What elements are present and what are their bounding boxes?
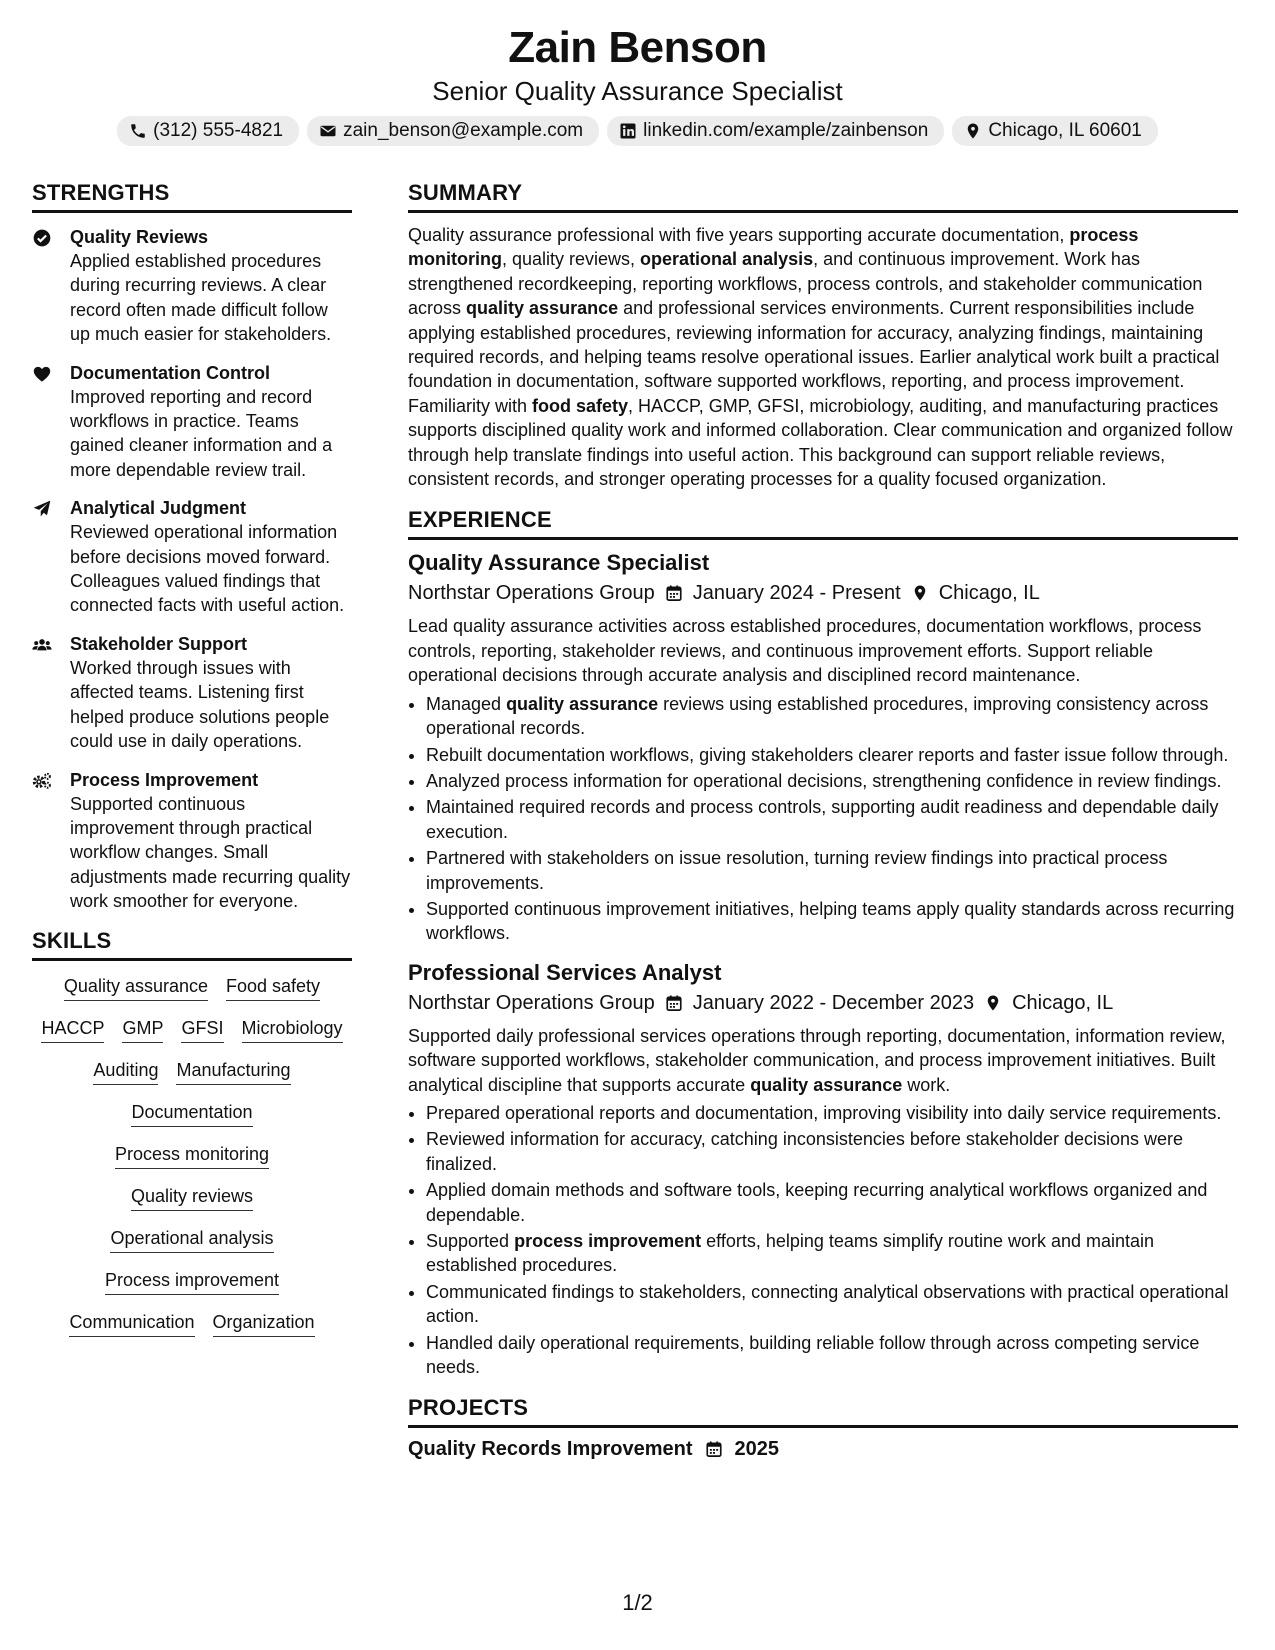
left-column bbox=[32, 180, 352, 1353]
skill-tag: Operational analysis bbox=[110, 1227, 273, 1253]
skill-row bbox=[32, 1143, 352, 1169]
linkedin-icon bbox=[619, 122, 637, 140]
strength-item bbox=[32, 632, 352, 754]
contact-linkedin[interactable] bbox=[607, 116, 944, 146]
skill-tag: Manufacturing bbox=[176, 1059, 290, 1085]
calendar-icon bbox=[665, 584, 683, 602]
strength-desc: Supported continuous improvement through practical workflow changes. Small adjustments made recurring quality work smoother for everyone. bbox=[70, 793, 351, 912]
job-entry bbox=[408, 958, 1238, 1380]
skill-row bbox=[32, 1017, 352, 1043]
job-location: Chicago, IL bbox=[938, 582, 1040, 605]
skill-row bbox=[32, 1269, 352, 1295]
job-entry bbox=[408, 548, 1238, 945]
job-company: Northstar Operations Group bbox=[408, 582, 655, 605]
skills-list bbox=[32, 975, 352, 1337]
phone-icon bbox=[129, 122, 147, 140]
job-bullet: • Analyzed process information for operational decisions, strengthening confidence in review findings. bbox=[426, 769, 1238, 793]
job-dates: January 2024 - Present bbox=[692, 582, 901, 605]
job-bullets bbox=[408, 692, 1238, 946]
summary-text: Quality assurance professional with five years supporting accurate documentation, process monitoring, quality reviews, operational analysis, and continuous improvement. Work has strengthened recordkeeping, reporting workflows, process controls, and stakeholder communication across quality assurance and professional services environments. Current responsibilities include applying established procedures, reviewing information for accuracy, analyzing findings, maintaining required records, and helping teams resolve operational issues. Earlier analytical work built a practical foundation in documentation, software supported workflows, reporting, and process improvement. Familiarity with food safety, HACCP, GMP, GFSI, microbiology, auditing, and manufacturing practices supports disciplined quality work and informed collaboration. Clear communication and organized follow through help translate findings into useful action. This background can support reliable reviews, consistent records, and stronger operating processes for a quality focused organization. bbox=[408, 225, 1233, 490]
candidate-name: Zain Benson bbox=[508, 23, 767, 72]
right-column bbox=[408, 180, 1238, 1464]
check-circle-icon bbox=[32, 228, 52, 248]
skill-tag: Communication bbox=[69, 1311, 194, 1337]
skill-row bbox=[32, 975, 352, 1001]
skill-tag: Organization bbox=[213, 1311, 315, 1337]
strength-item bbox=[32, 768, 352, 914]
project-year: 2025 bbox=[734, 1438, 780, 1461]
location-icon bbox=[911, 584, 929, 602]
gears-icon bbox=[32, 771, 52, 791]
calendar-icon bbox=[705, 1440, 723, 1458]
skill-row bbox=[32, 1101, 352, 1127]
skill-tag: Auditing bbox=[93, 1059, 158, 1085]
job-description: Supported daily professional services operations through reporting, documentation, information review, software supported workflows, stakeholder communication, and process improvement initiatives. Built analytical discipline that supports accurate quality assurance work. bbox=[408, 1025, 1226, 1095]
contact-phone bbox=[117, 116, 299, 146]
contact-location bbox=[952, 116, 1158, 146]
skill-tag: GFSI bbox=[181, 1017, 223, 1043]
skill-row bbox=[32, 1059, 352, 1085]
strengths-heading: STRENGTHS bbox=[32, 180, 352, 213]
strength-item bbox=[32, 225, 352, 347]
job-bullet: • Partnered with stakeholders on issue resolution, turning review findings into practical process improvements. bbox=[426, 846, 1238, 895]
job-location: Chicago, IL bbox=[1012, 991, 1114, 1014]
strength-desc: Worked through issues with affected teams. Listening first helped produce solutions people could use in daily operations. bbox=[70, 657, 330, 752]
job-bullet: • Managed quality assurance reviews using established procedures, improving consistency across operational records. bbox=[426, 692, 1238, 741]
contact-location-text: Chicago, IL 60601 bbox=[988, 120, 1142, 141]
job-bullet: • Maintained required records and process controls, supporting audit readiness and dependable daily execution. bbox=[426, 795, 1238, 844]
contact-email[interactable] bbox=[307, 116, 599, 146]
job-dates: January 2022 - December 2023 bbox=[692, 991, 975, 1014]
skill-tag: Documentation bbox=[131, 1101, 252, 1127]
paper-plane-icon bbox=[32, 499, 52, 519]
skill-tag: Food safety bbox=[226, 975, 320, 1001]
strength-title: Analytical Judgment bbox=[70, 498, 247, 519]
job-bullet: • Prepared operational reports and documentation, improving visibility into daily service requirements. bbox=[426, 1101, 1238, 1125]
skill-row bbox=[32, 1227, 352, 1253]
job-bullet: • Rebuilt documentation workflows, giving stakeholders clearer reports and faster issue follow through. bbox=[426, 743, 1238, 767]
job-meta bbox=[408, 988, 1238, 1018]
skill-tag: Quality assurance bbox=[64, 975, 208, 1001]
job-bullet: • Supported continuous improvement initiatives, helping teams apply quality standards across recurring workflows. bbox=[426, 897, 1238, 946]
job-bullet: • Supported process improvement efforts, helping teams simplify routine work and maintain established procedures. bbox=[426, 1229, 1238, 1278]
experience-heading: EXPERIENCE bbox=[408, 507, 1238, 540]
experience-list bbox=[408, 548, 1238, 1379]
users-icon bbox=[32, 635, 52, 655]
strength-item bbox=[32, 361, 352, 483]
skill-tag: Microbiology bbox=[242, 1017, 343, 1043]
job-bullet: • Applied domain methods and software tools, keeping recurring analytical workflows organized and dependable. bbox=[426, 1178, 1238, 1227]
contact-email-text: zain_benson@example.com bbox=[343, 120, 584, 141]
job-description: Lead quality assurance activities across established procedures, documentation workflows, process controls, reporting, stakeholder reviews, and continuous improvement efforts. Support reliable operational decisions through accurate analysis and disciplined record maintenance. bbox=[408, 616, 1202, 686]
email-icon bbox=[319, 122, 337, 140]
strength-item bbox=[32, 496, 352, 618]
candidate-title: Senior Quality Assurance Specialist bbox=[432, 76, 843, 106]
skill-tag: GMP bbox=[122, 1017, 163, 1043]
job-title: Quality Assurance Specialist bbox=[408, 550, 710, 576]
strength-desc: Reviewed operational information before decisions moved forward. Colleagues valued findings that connected facts with useful action. bbox=[70, 522, 345, 616]
job-bullet: • Reviewed information for accuracy, catching inconsistencies before stakeholder decisions were finalized. bbox=[426, 1127, 1238, 1176]
job-bullet: • Handled daily operational requirements, building reliable follow through across competing service needs. bbox=[426, 1331, 1238, 1380]
skill-tag: Process monitoring bbox=[115, 1143, 269, 1169]
resume-header bbox=[0, 22, 1275, 146]
strengths-list bbox=[32, 225, 352, 914]
strength-desc: Applied established procedures during recurring reviews. A clear record often made difficult follow up much easier for stakeholders. bbox=[70, 251, 332, 345]
calendar-icon bbox=[665, 994, 683, 1012]
contact-phone-text: (312) 555-4821 bbox=[153, 120, 284, 141]
job-bullet: • Communicated findings to stakeholders, connecting analytical observations with practical operational action. bbox=[426, 1280, 1238, 1329]
job-meta bbox=[408, 578, 1238, 608]
skill-tag: Process improvement bbox=[105, 1269, 279, 1295]
projects-heading: PROJECTS bbox=[408, 1395, 1238, 1428]
skills-heading: SKILLS bbox=[32, 928, 352, 961]
strength-title: Documentation Control bbox=[70, 362, 270, 383]
summary-heading: SUMMARY bbox=[408, 180, 1238, 213]
project-item bbox=[408, 1434, 1238, 1464]
skill-row bbox=[32, 1311, 352, 1337]
skill-tag: HACCP bbox=[41, 1017, 104, 1043]
location-icon bbox=[984, 994, 1002, 1012]
strength-desc: Improved reporting and record workflows in practice. Teams gained cleaner information and a more dependable review trail. bbox=[70, 386, 333, 480]
job-company: Northstar Operations Group bbox=[408, 991, 655, 1014]
skills-section bbox=[32, 928, 352, 1337]
strength-title: Quality Reviews bbox=[70, 227, 209, 247]
strength-title: Stakeholder Support bbox=[70, 633, 248, 654]
strength-title: Process Improvement bbox=[70, 769, 259, 790]
location-icon bbox=[964, 122, 982, 140]
skill-tag: Quality reviews bbox=[131, 1185, 253, 1211]
job-title: Professional Services Analyst bbox=[408, 959, 722, 985]
heart-icon bbox=[32, 364, 52, 384]
skill-row bbox=[32, 1185, 352, 1211]
project-title: Quality Records Improvement bbox=[408, 1438, 693, 1461]
contact-linkedin-text: linkedin.com/example/zainbenson bbox=[643, 120, 929, 141]
job-bullets bbox=[408, 1101, 1238, 1379]
page-number: 1/2 bbox=[622, 1590, 653, 1615]
contact-bar bbox=[0, 116, 1275, 146]
